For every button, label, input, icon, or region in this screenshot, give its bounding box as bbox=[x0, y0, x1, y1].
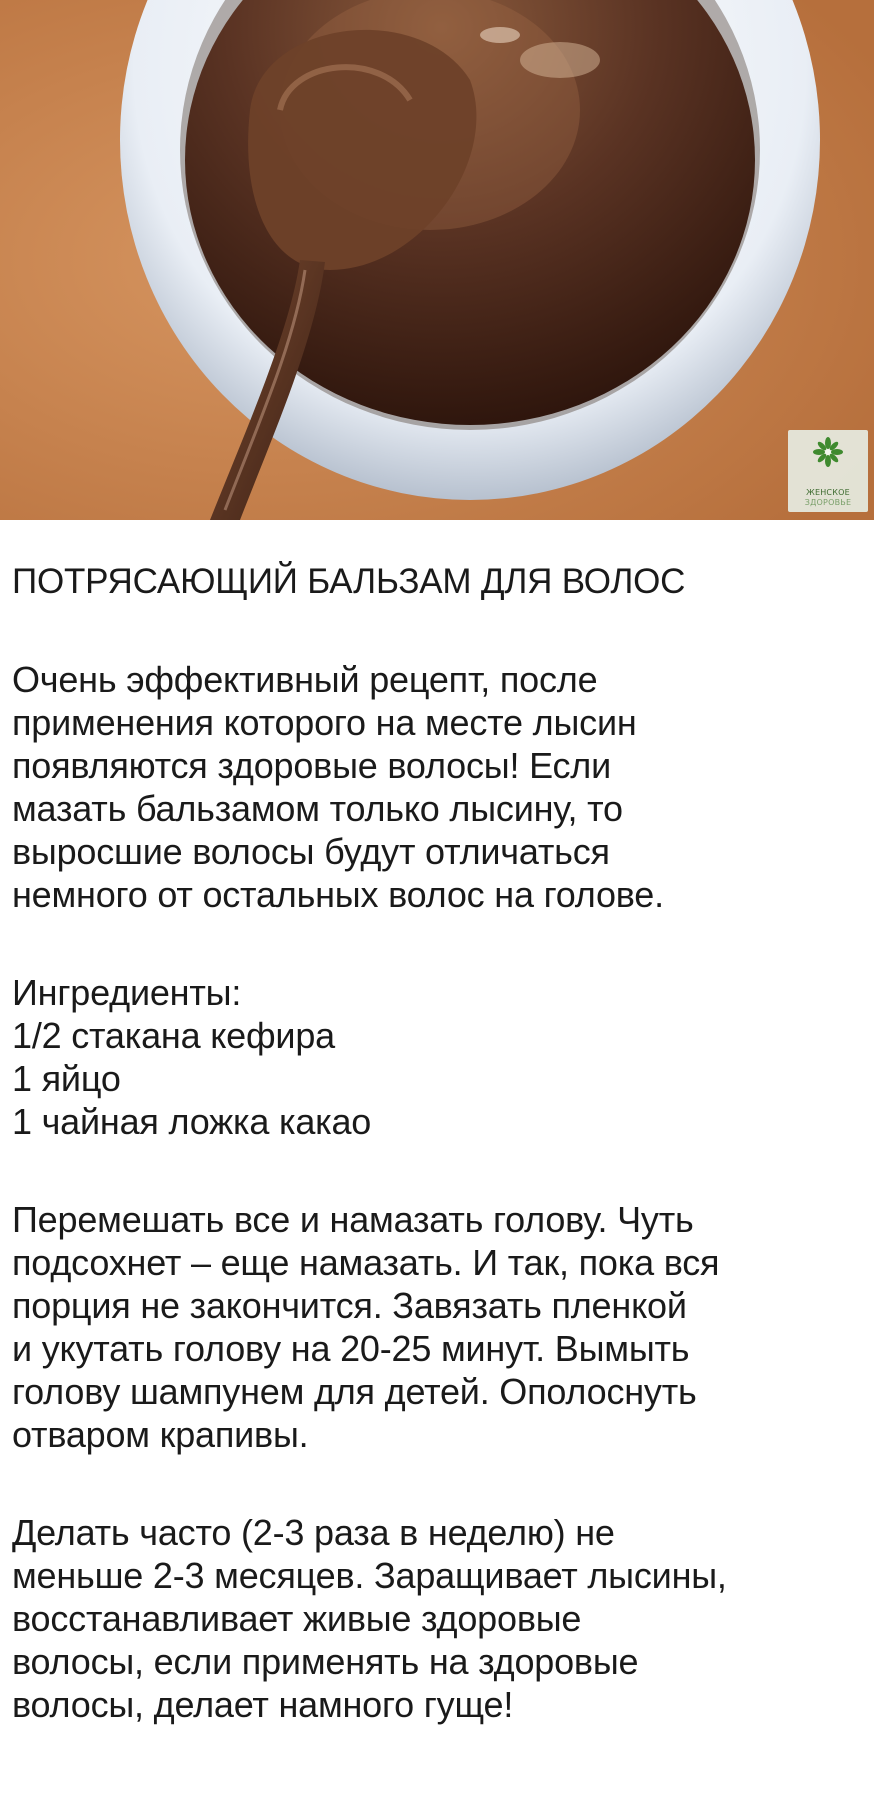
ingredients-list bbox=[12, 971, 862, 1143]
frequency-line: восстанавливает живые здоровые bbox=[12, 1598, 582, 1639]
chocolate-balm-bowl-photo bbox=[0, 0, 874, 520]
flower-logo-icon bbox=[812, 436, 844, 468]
brand-logo bbox=[788, 430, 868, 512]
ingredient-item: 1 яйцо bbox=[12, 1058, 121, 1099]
logo-line-1: ЖЕНСКОЕ bbox=[806, 488, 850, 497]
frequency-paragraph bbox=[12, 1511, 862, 1726]
article-title: ПОТРЯСАЮЩИЙ БАЛЬЗАМ ДЛЯ ВОЛОС bbox=[12, 562, 686, 601]
method-line: порция не закончится. Завязать пленкой bbox=[12, 1285, 687, 1326]
intro-line: применения которого на месте лысин bbox=[12, 702, 637, 743]
ingredients-heading: Ингредиенты: bbox=[12, 972, 242, 1013]
frequency-line: волосы, делает намного гуще! bbox=[12, 1684, 514, 1725]
intro-line: появляются здоровые волосы! Если bbox=[12, 745, 611, 786]
ingredient-item: 1/2 стакана кефира bbox=[12, 1015, 335, 1056]
method-line: Перемешать все и намазать голову. Чуть bbox=[12, 1199, 694, 1240]
intro-paragraph bbox=[12, 658, 862, 916]
method-line: и укутать голову на 20-25 минут. Вымыть bbox=[12, 1328, 690, 1369]
method-paragraph bbox=[12, 1198, 862, 1456]
hero-photo bbox=[0, 0, 874, 520]
logo-line-2: ЗДОРОВЬЕ bbox=[804, 498, 852, 507]
intro-line: Очень эффективный рецепт, после bbox=[12, 659, 598, 700]
intro-line: выросшие волосы будут отличаться bbox=[12, 831, 610, 872]
frequency-line: Делать часто (2-3 раза в неделю) не bbox=[12, 1512, 615, 1553]
method-line: отваром крапивы. bbox=[12, 1414, 309, 1455]
intro-line: мазать бальзамом только лысину, то bbox=[12, 788, 623, 829]
ingredient-item: 1 чайная ложка какао bbox=[12, 1101, 372, 1142]
frequency-line: меньше 2-3 месяцев. Заращивает лысины, bbox=[12, 1555, 727, 1596]
intro-line: немного от остальных волос на голове. bbox=[12, 874, 664, 915]
method-line: голову шампунем для детей. Ополоснуть bbox=[12, 1371, 697, 1412]
method-line: подсохнет – еще намазать. И так, пока вся bbox=[12, 1242, 720, 1283]
article-body bbox=[0, 542, 874, 1726]
frequency-line: волосы, если применять на здоровые bbox=[12, 1641, 639, 1682]
